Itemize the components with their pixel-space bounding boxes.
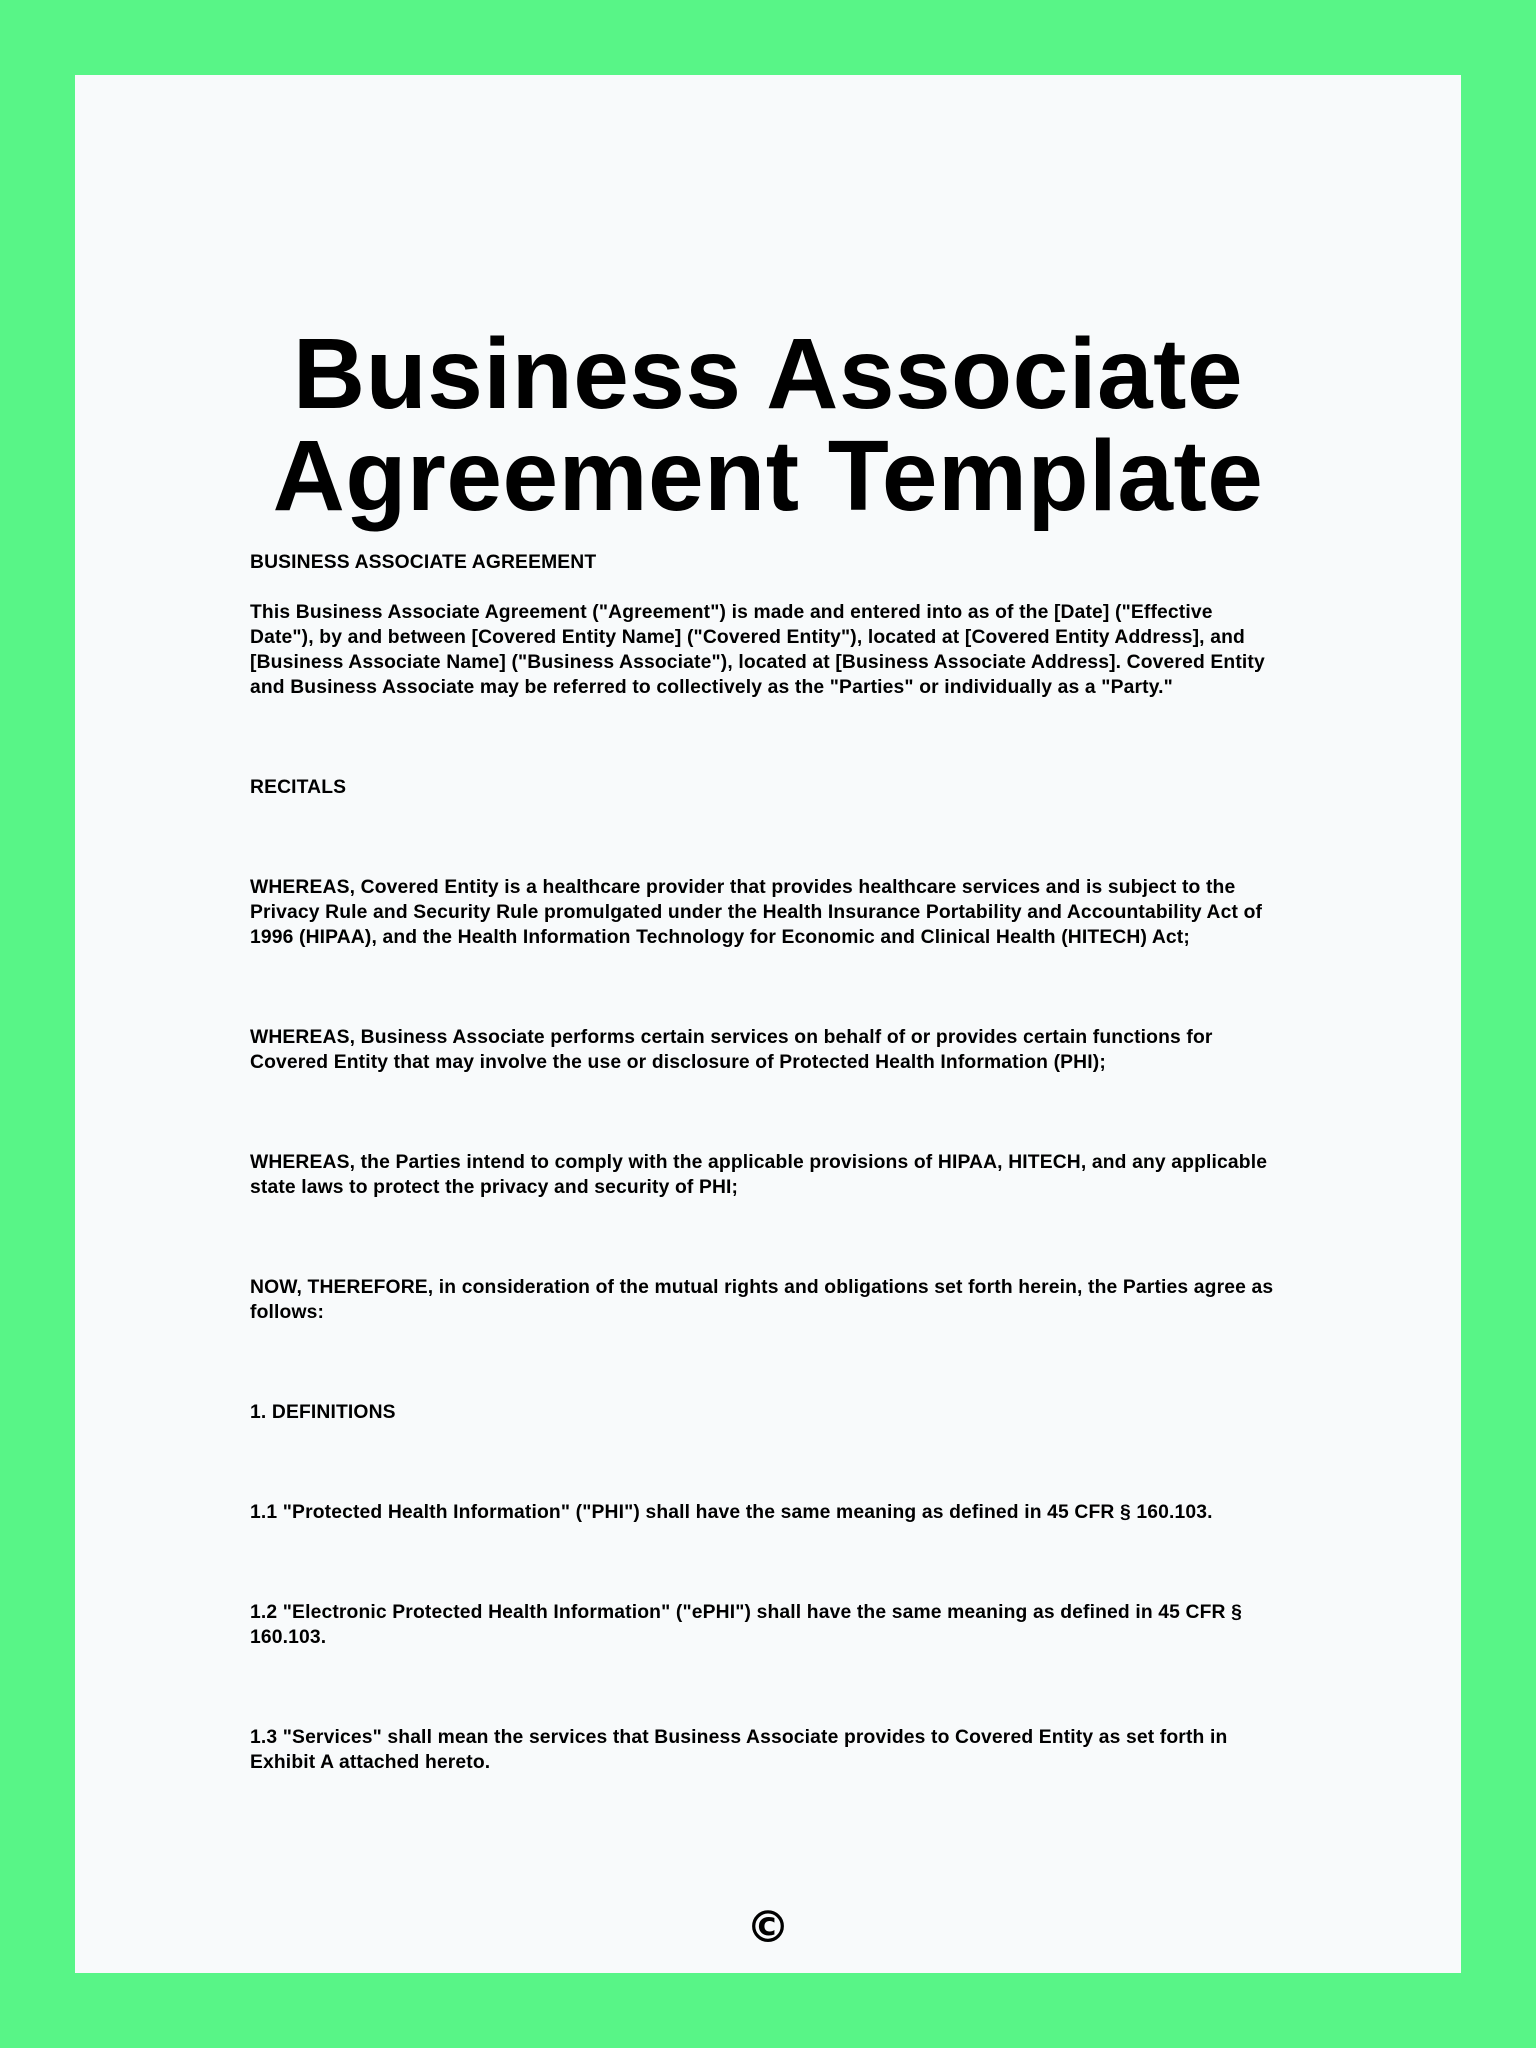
document-title-line-2: Agreement Template — [272, 420, 1264, 532]
definition-1-3: 1.3 "Services" shall mean the services that Business Associate provides to Covered Entity as set forth in Exhibit A attached hereto. — [250, 1727, 1228, 1773]
definitions-heading: 1. DEFINITIONS — [250, 1402, 396, 1423]
agreement-heading: BUSINESS ASSOCIATE AGREEMENT — [250, 552, 597, 573]
document-title-line-1: Business Associate — [292, 318, 1244, 430]
document-title — [75, 318, 1461, 532]
whereas-paragraph-3: WHEREAS, the Parties intend to comply with the applicable provisions of HIPAA, HITECH, and any applicable state laws to protect the privacy and security of PHI; — [250, 1152, 1268, 1198]
recitals-heading: RECITALS — [250, 777, 347, 798]
definition-1-2: 1.2 "Electronic Protected Health Information" ("ePHI") shall have the same meaning as defined in 45 CFR § 160.103. — [250, 1602, 1242, 1648]
copyright-icon: © — [746, 1902, 790, 1953]
now-therefore-paragraph: NOW, THEREFORE, in consideration of the mutual rights and obligations set forth herein, the Parties agree as follows: — [250, 1277, 1274, 1323]
definition-1-1: 1.1 "Protected Health Information" ("PHI") shall have the same meaning as defined in 45 CFR § 160.103. — [250, 1502, 1213, 1523]
intro-paragraph: This Business Associate Agreement ("Agreement") is made and entered into as of the [Date] ("Effective Date"), by and between [Covered Entity Name] ("Covered Entity"), located at [Covered Entity Address], and [Business Associate Name] ("Business Associate"), located at [Business Associate Address]. Covered Entity and Business Associate may be referred to collectively as the "Parties" or individually as a "Party." — [250, 602, 1265, 698]
whereas-paragraph-1: WHEREAS, Covered Entity is a healthcare provider that provides healthcare services and is subject to the Privacy Rule and Security Rule promulgated under the Health Insurance Portability and Accountability Act of 1996 (HIPAA), and the Health Information Technology for Economic and Clinical Health (HITECH) Act; — [250, 877, 1263, 948]
whereas-paragraph-2: WHEREAS, Business Associate performs certain services on behalf of or provides certain functions for Covered Entity that may involve the use or disclosure of Protected Health Information (PHI); — [250, 1027, 1213, 1073]
document-page — [75, 75, 1461, 1973]
